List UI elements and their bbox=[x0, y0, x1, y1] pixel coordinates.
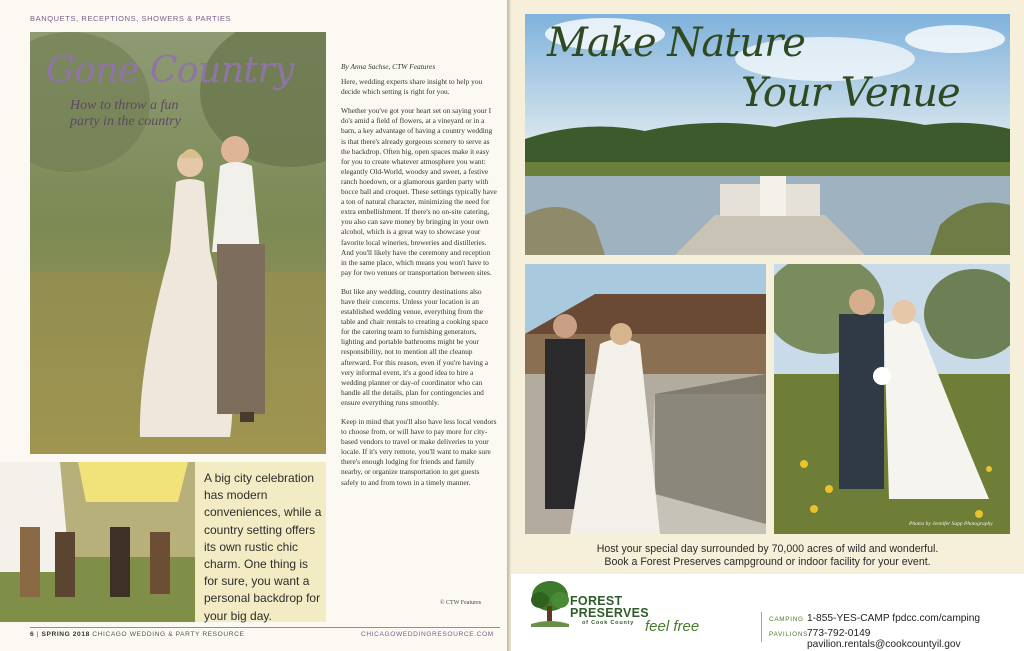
paragraph: But like any wedding, country destinations also have their concerns. Unless your location is an established wedding venue, everything from the table and chair rentals to creating a cooking space for the catering team to furnishing generators, lighting and portable bathrooms might be your responsibility, not to mention all the cleanup afterward. For this reason, even if you're having a very informal event, it's a good idea to hire a wedding planner or day-of coordinator who can handle all the details, plan for contingencies and ensure everything runs smoothly. bbox=[341, 286, 489, 407]
ad-contact-bar bbox=[511, 574, 1024, 651]
camping-contact[interactable]: 1-855-YES-CAMP fpdcc.com/camping bbox=[807, 613, 981, 624]
couple-photo bbox=[30, 32, 326, 454]
brand-name-line1: FOREST bbox=[570, 594, 623, 608]
article-body bbox=[341, 62, 497, 497]
pavilions-label: PAVILIONS bbox=[769, 631, 809, 638]
pull-quote: A big city celebration has modern conveniences, while a country setting offers its own rustic chic charm. One thing is for sure, you want a personal backdrop for your big day. bbox=[204, 471, 322, 623]
footer-divider bbox=[30, 627, 500, 628]
page-number: 6 bbox=[30, 631, 35, 638]
issue-label: SPRING 2018 bbox=[41, 631, 90, 638]
field-couple-photo bbox=[774, 264, 1010, 534]
publication-url[interactable]: CHICAGOWEDDINGRESOURCE.COM bbox=[361, 631, 494, 638]
ad-headline-line2: Your Venue bbox=[741, 70, 960, 116]
boots-photo bbox=[0, 462, 195, 622]
photo-credit: Photos by Jennifer Sapp Photography bbox=[909, 521, 993, 527]
brand-name-line3: of Cook County bbox=[582, 620, 635, 626]
ad-headline-line1: Make Nature bbox=[547, 20, 805, 66]
article-title: Gone Country bbox=[46, 50, 294, 91]
brand-name-line2: PRESERVES bbox=[570, 606, 649, 620]
contact-divider bbox=[761, 612, 762, 642]
paragraph: Here, wedding experts share insight to help you decide which setting is right for you. bbox=[341, 77, 483, 97]
publication-name: CHICAGO WEDDING & PARTY RESOURCE bbox=[92, 631, 245, 638]
page-footer: 6 | SPRING 2018 CHICAGO WEDDING & PARTY RESOURCE bbox=[30, 631, 245, 638]
ad-copy-line1: Host your special day surrounded by 70,000 acres of wild and wonderful. bbox=[596, 543, 939, 555]
brand-tagline: feel free bbox=[645, 618, 700, 635]
pull-quote-box bbox=[195, 462, 326, 622]
article-credit: © CTW Features bbox=[440, 600, 482, 606]
walkway-photo bbox=[525, 264, 766, 534]
section-kicker: BANQUETS, RECEPTIONS, SHOWERS & PARTIES bbox=[30, 14, 232, 23]
camping-label: CAMPING bbox=[769, 616, 804, 623]
paragraph: Whether you've got your heart set on saying your I do's amid a field of flowers, at a vineyard or in a barn, a key advantage of having a country wedding is that there's already gorgeous scenery to serve as the backdrop. Often big, open spaces make it easy for you to create whatever atmosphere you want: elegantly Old-World, woodsy and sweet, a festive ranch hoedown, or a glamorous garden party with bocce ball and croquet. These settings typically have a ton of natural character, minimizing the need for extra embellishment. If there's no on-site catering, you also can save money by bringing in your own alcohol, which is a great way to showcase your favorite local wineries, breweries and distilleries. And you'll likely have the ceremony and reception in the same place, which means you won't have to pay for two venues or transportation between sites. bbox=[341, 106, 497, 277]
right-page bbox=[511, 0, 1024, 651]
ad-copy-line2: Book a Forest Preserves campground or indoor facility for your event. bbox=[604, 556, 931, 568]
paragraph: Keep in mind that you'll also have less local vendors to choose from, or will have to pay more for city-based vendors to travel or make deliveries to your locale. If it's very remote, you'll want to make sure there's enough lodging for friends and family nearby, or organize transportation to get guests safely to and from town in a timely manner. bbox=[341, 417, 497, 487]
tree-logo-icon bbox=[529, 578, 571, 635]
byline: By Anna Sachse, CTW Features bbox=[341, 62, 436, 71]
left-page bbox=[0, 0, 507, 651]
pavilions-contact[interactable]: 773-792-0149 pavilion.rentals@cookcountyil.gov bbox=[807, 628, 961, 650]
article-subtitle: How to throw a fun party in the country bbox=[70, 98, 181, 129]
